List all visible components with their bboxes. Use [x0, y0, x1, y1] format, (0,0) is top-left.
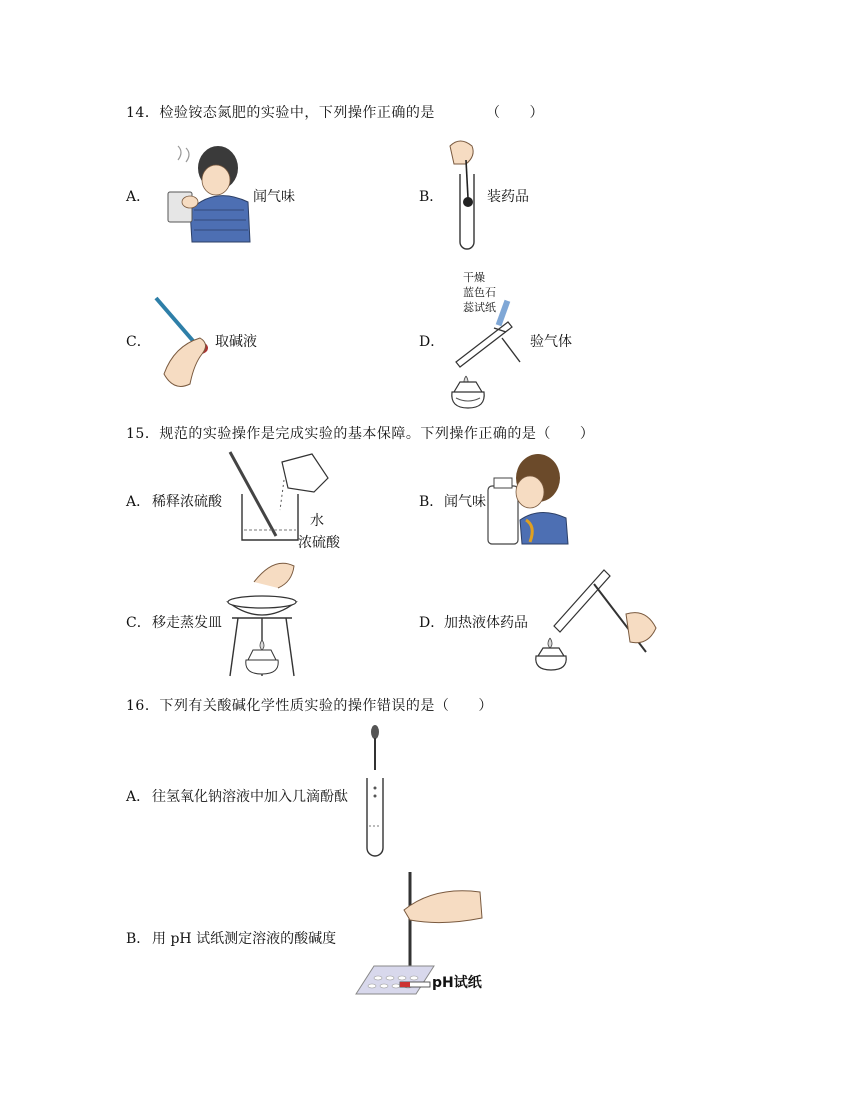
q14-d-heating-figure [446, 298, 526, 410]
q15-option-a-text: 稀释浓硫酸 [152, 494, 222, 510]
q14-option-d-letter: D． [419, 334, 445, 350]
q16-stem: 16．下列有关酸碱化学性质实验的操作错误的是（ ） [126, 698, 493, 714]
q16-option-a-text: 往氢氧化钠溶液中加入几滴酚酞 [152, 789, 348, 805]
q14-answer-paren: （ ） [486, 105, 544, 121]
q14-b-test-tube-figure [444, 138, 484, 252]
q15-d-heating-liquid-figure [534, 566, 662, 672]
q15-c-evaporating-dish-figure [224, 560, 300, 678]
q16-option-a-letter: A． [126, 789, 151, 805]
q15-option-c-text: 移走蒸发皿 [152, 615, 222, 631]
q14-option-b-letter: B． [419, 189, 444, 205]
q14-d-label-line-3: 蕊试纸 [463, 301, 496, 314]
q14-option-a-text: 闻气味 [253, 189, 295, 205]
q16-option-b-letter: B． [126, 931, 151, 947]
q15-option-c-letter: C． [126, 615, 151, 631]
q14-option-c-text: 取碱液 [215, 334, 257, 350]
q14-option-c-letter: C． [126, 334, 151, 350]
q15-b-smelling-figure [486, 450, 570, 548]
q16-option-b-text: 用 pH 试纸测定溶液的酸碱度 [152, 931, 337, 947]
q14-a-smelling-figure [160, 140, 252, 244]
q14-stem: 14．检验铵态氮肥的实验中，下列操作正确的是 [126, 105, 435, 121]
q15-option-d-text: 加热液体药品 [444, 615, 528, 631]
q16-b-ph-paper-label: pH试纸 [432, 975, 482, 991]
q14-option-b-text: 装药品 [487, 189, 529, 205]
q15-stem: 15．规范的实验操作是完成实验的基本保障。下列操作正确的是（ ） [126, 426, 595, 442]
q15-a-water-label: 水 [310, 513, 324, 529]
q14-d-label-line-2: 蓝色石 [463, 286, 496, 299]
q15-option-d-letter: D． [419, 615, 445, 631]
q14-d-label-line-1: 干燥 [463, 271, 485, 284]
q14-option-d-text: 验气体 [530, 334, 572, 350]
q14-c-dropper-figure [150, 294, 212, 386]
q15-option-a-letter: A． [126, 494, 151, 510]
q15-option-b-letter: B． [419, 494, 444, 510]
q16-a-dropper-test-tube-figure [360, 722, 390, 860]
q15-a-acid-label: 浓硫酸 [298, 535, 340, 551]
q15-option-b-text: 闻气味 [444, 494, 486, 510]
q14-option-a-letter: A． [126, 189, 151, 205]
